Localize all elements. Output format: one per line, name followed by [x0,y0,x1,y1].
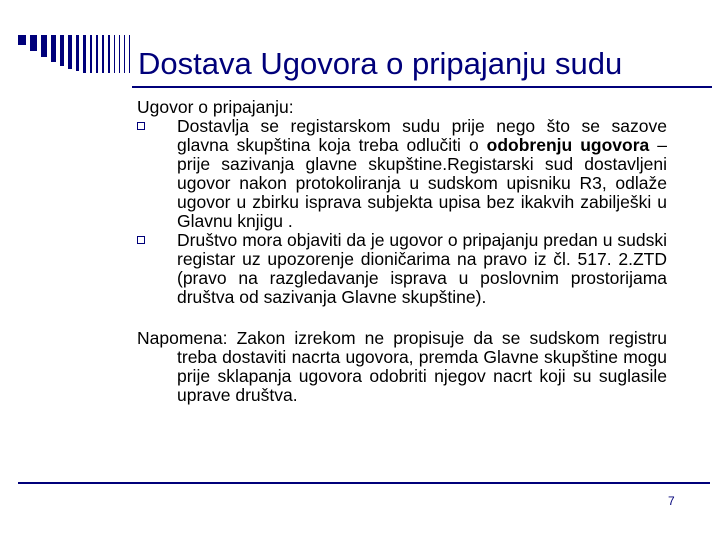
title-underline [132,86,712,88]
footer-rule [18,482,710,484]
hollow-square-bullet-icon [137,122,145,130]
bullet-emphasis: odobrenju ugovora [486,135,650,155]
bullet-text-before: Dostavlja se registarskom sudu prije nego što se sazove glavna skupština koja treba odlučiti o [177,116,667,155]
page-number: 7 [668,494,675,508]
bullet-text-after: – prije sazivanja glavne skupštine.Registarski sud dostavljeni ugovor nakon protokoliranja u sudskom upisniku R3, odlaže ugovor u zbirku isprava subjekta upisa bez ikakvih zabilješki u Glavnu knjigu . [177,135,667,231]
decorative-bars [18,35,132,73]
note-paragraph: Napomena: Zakon izrekom ne propisuje da se sudskom registru treba dostaviti nacrta ugovora, premda Glavne skupštine mogu prije sklapanja ugovora odobriti njegov nacrt koji su suglasile uprave društva. [137,328,667,405]
bullet-text-before: Društvo mora objaviti da je ugovor o pripajanju predan u sudski registar uz upozorenje dioničarima na pravo iz čl. 517. 2.ZTD (pravo na razgledavanje isprava u poslovnim prostorijama društva od sazivanja Glavne skupštine). [177,230,667,307]
slide-body [137,98,667,405]
intro-text: Ugovor o pripajanju: [137,97,294,117]
slide-title: Dostava Ugovora o pripajanju sudu [138,46,623,81]
bullet-item [137,117,667,231]
hollow-square-bullet-icon [137,236,145,244]
bullet-item [137,231,667,307]
bullet-list [137,117,667,307]
